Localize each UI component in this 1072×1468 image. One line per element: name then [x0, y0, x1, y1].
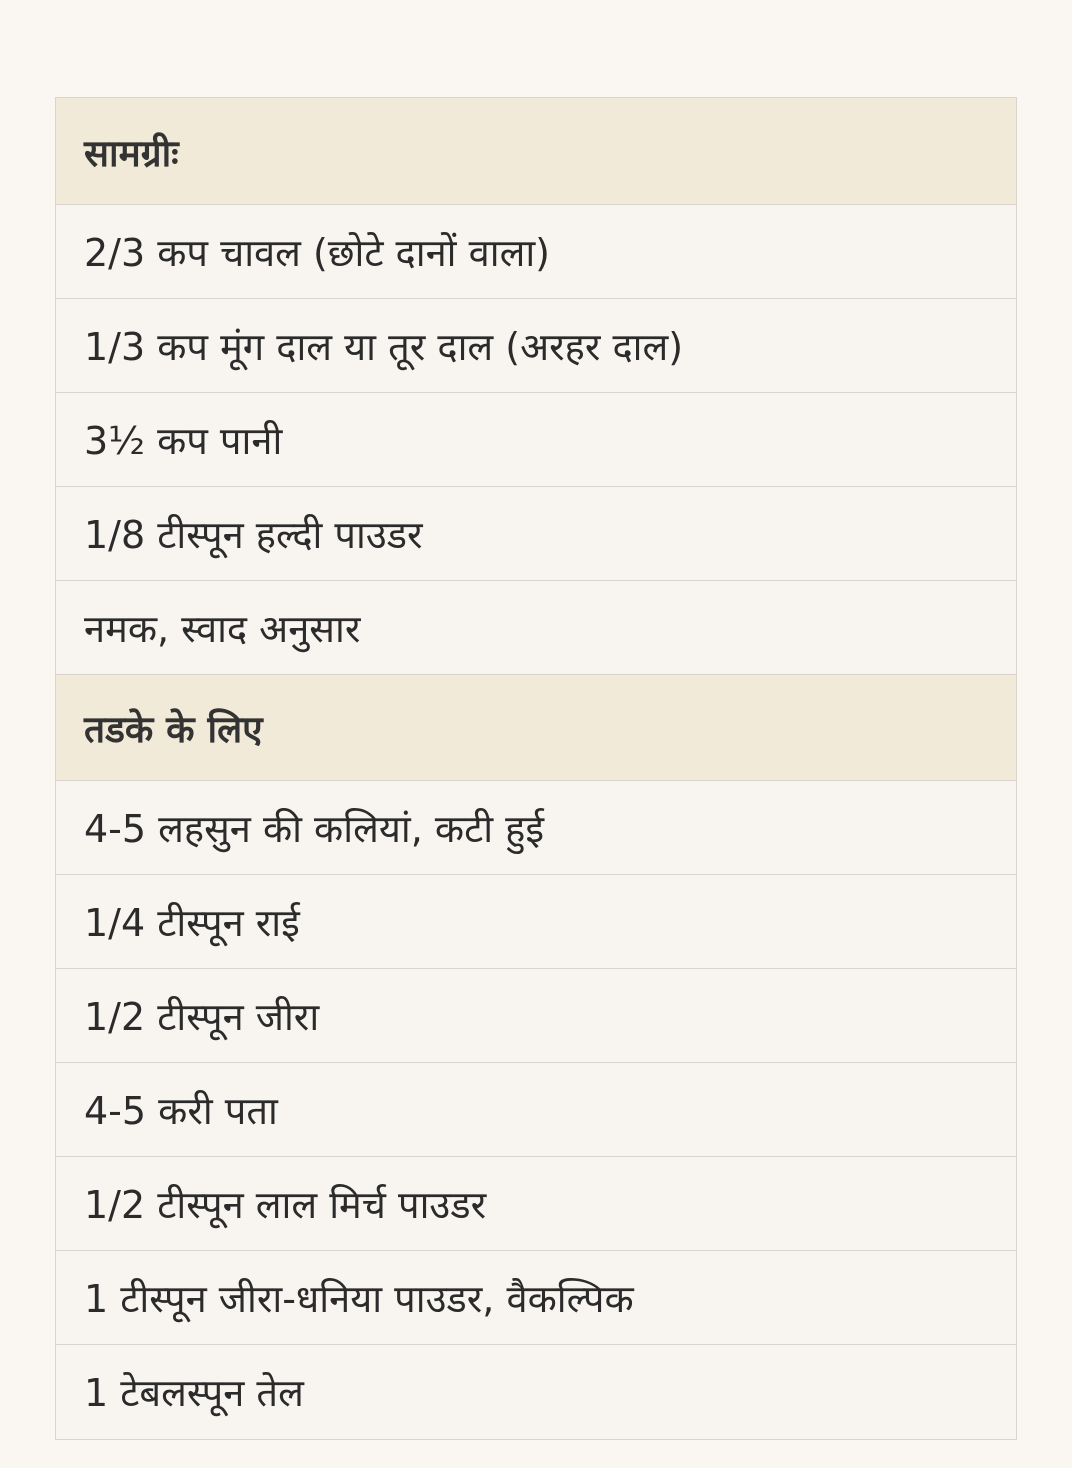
section-heading-tempering: तडके के लिए: [56, 675, 1016, 781]
ingredient-row: 2/3 कप चावल (छोटे दानों वाला): [56, 205, 1016, 299]
tempering-row: 1 टीस्पून जीरा-धनिया पाउडर, वैकल्पिक: [56, 1251, 1016, 1345]
ingredient-row: 1/8 टीस्पून हल्दी पाउडर: [56, 487, 1016, 581]
section-heading-ingredients: सामग्रीः: [56, 98, 1016, 205]
ingredients-table: [55, 97, 1017, 1440]
tempering-row: 4-5 करी पता: [56, 1063, 1016, 1157]
tempering-row: 4-5 लहसुन की कलियां, कटी हुई: [56, 781, 1016, 875]
ingredient-row: 3½ कप पानी: [56, 393, 1016, 487]
tempering-row: 1/4 टीस्पून राई: [56, 875, 1016, 969]
ingredient-row: 1/3 कप मूंग दाल या तूर दाल (अरहर दाल): [56, 299, 1016, 393]
tempering-row: 1/2 टीस्पून लाल मिर्च पाउडर: [56, 1157, 1016, 1251]
tempering-row: 1 टेबलस्पून तेल: [56, 1345, 1016, 1439]
ingredient-row: नमक, स्वाद अनुसार: [56, 581, 1016, 675]
tempering-row: 1/2 टीस्पून जीरा: [56, 969, 1016, 1063]
